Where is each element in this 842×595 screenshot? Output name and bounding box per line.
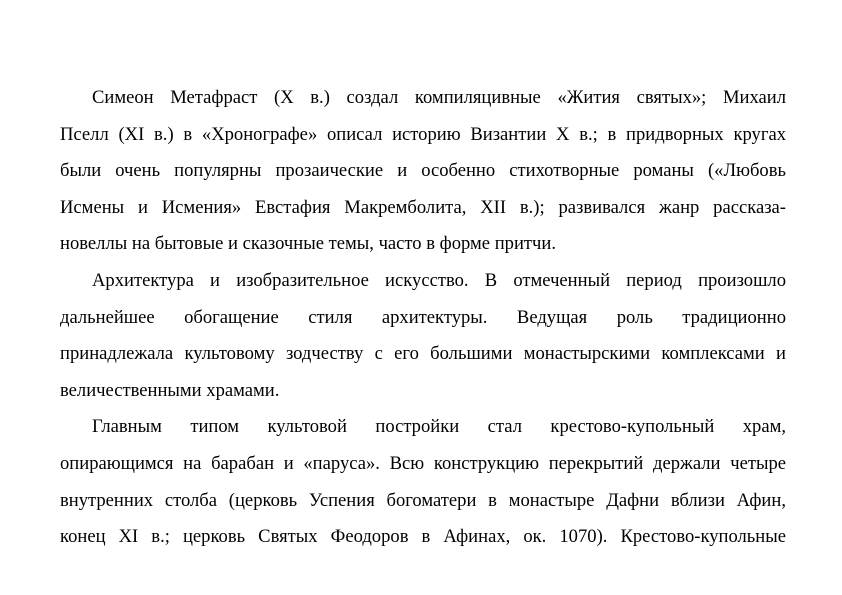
text-line: были очень популярны прозаические и особенно стихотворные романы («Любовь	[60, 160, 786, 182]
text-line: Архитектура и изобразительное искусство. В отмеченный период произошло	[92, 269, 786, 291]
document-page	[60, 80, 786, 556]
text-line: дальнейшее обогащение стиля архитектуры. Ведущая роль традиционно	[60, 306, 786, 328]
paragraph-church-type	[60, 409, 786, 555]
text-line: Исмены и Исмения» Евстафия Макремболита, XII в.); развивался жанр рассказа-	[60, 196, 786, 218]
text-line: величественными храмами.	[60, 379, 280, 401]
paragraph-architecture	[60, 263, 786, 409]
text-line: внутренних столба (церковь Успения богоматери в монастыре Дафни вблизи Афин,	[60, 489, 786, 511]
text-line: принадлежала культовому зодчеству с его большими монастырскими комплексами и	[60, 343, 786, 365]
text-line: опирающимся на барабан и «паруса». Всю конструкцию перекрытий держали четыре	[60, 452, 786, 474]
text-line: Симеон Метафраст (X в.) создал компиляцивные «Жития святых»; Михаил	[92, 87, 786, 108]
text-line: Пселл (XI в.) в «Хронографе» описал историю Византии X в.; в придворных кругах	[60, 123, 786, 145]
paragraph-literature	[60, 80, 786, 263]
text-line: новеллы на бытовые и сказочные темы, часто в форме притчи.	[60, 233, 556, 255]
text-line: Главным типом культовой постройки стал крестово-купольный храм,	[92, 416, 786, 438]
text-line: конец XI в.; церковь Святых Феодоров в Афинах, ок. 1070). Крестово-купольные	[60, 526, 786, 548]
